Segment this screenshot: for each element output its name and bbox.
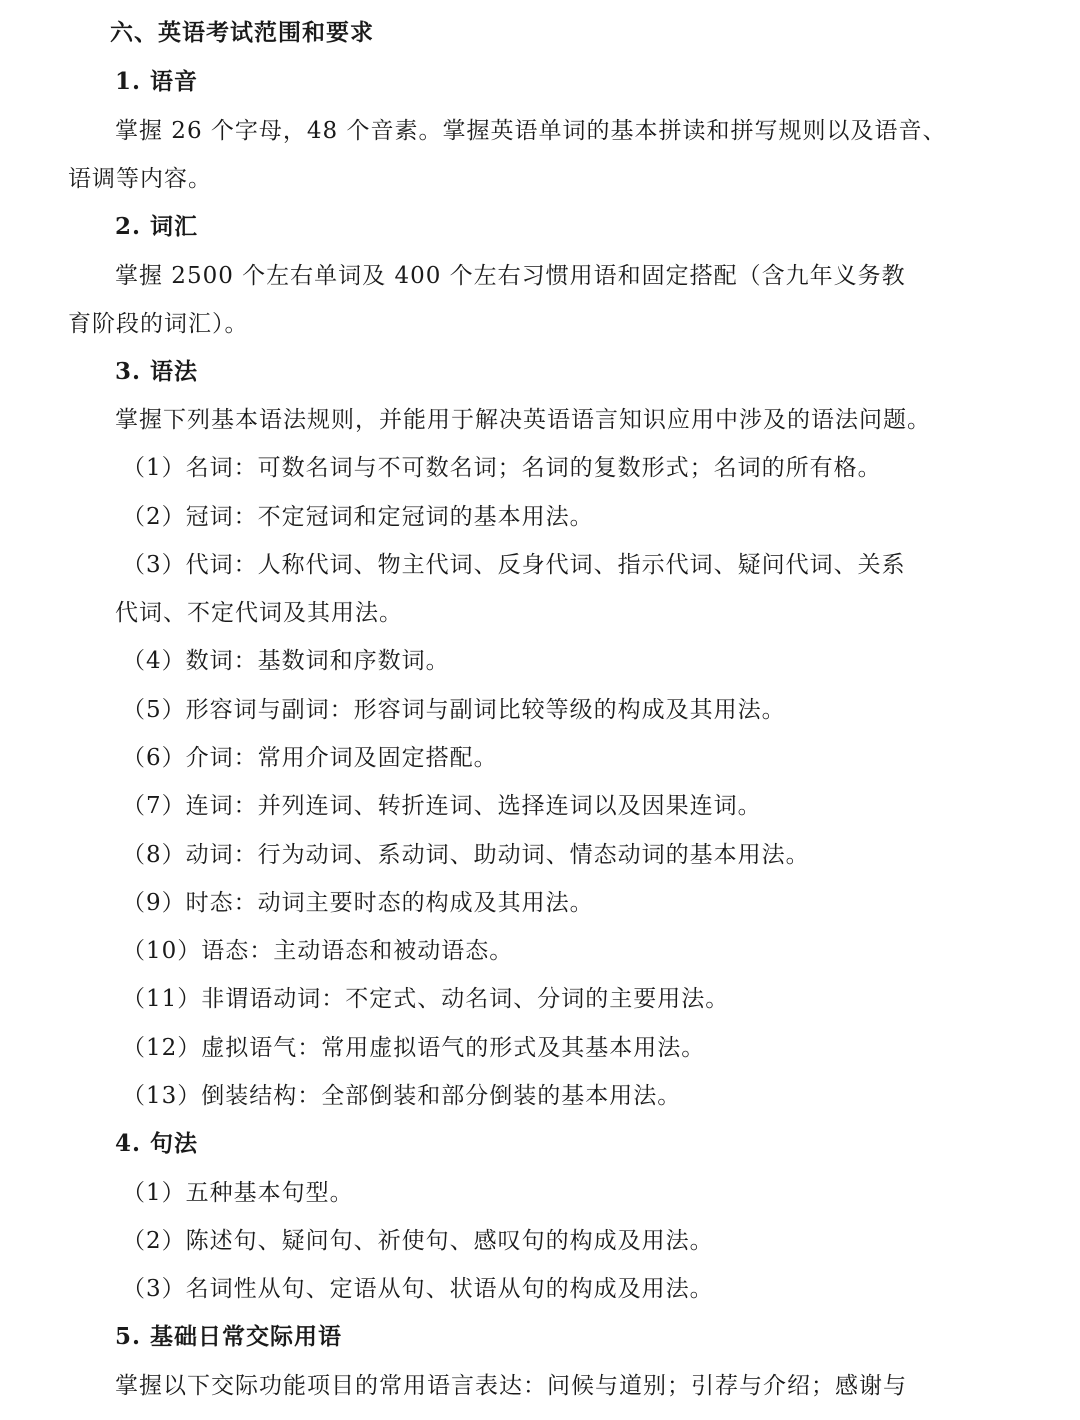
list-item: （10）语态：主动语态和被动语态。 [122,938,514,964]
heading-grammar: 3. 语法 [115,358,199,385]
list-item: 代词、不定代词及其用法。 [115,600,403,626]
section-title: 六、英语考试范围和要求 [110,19,374,46]
list-item: （6）介词：常用介词及固定搭配。 [122,745,498,771]
paragraph-line: 掌握下列基本语法规则，并能用于解决英语语言知识应用中涉及的语法问题。 [115,407,931,433]
list-item: （13）倒装结构：全部倒装和部分倒装的基本用法。 [122,1083,682,1109]
list-item: （1）五种基本句型。 [122,1180,354,1206]
paragraph-line: 掌握以下交际功能项目的常用语言表达：问候与道别；引荐与介绍；感谢与 [115,1373,907,1399]
list-item: （2）陈述句、疑问句、祈使句、感叹句的构成及用法。 [122,1228,714,1254]
heading-syntax: 4. 句法 [115,1130,199,1157]
paragraph-line: 语调等内容。 [68,166,212,192]
list-item: （5）形容词与副词：形容词与副词比较等级的构成及其用法。 [122,697,786,723]
paragraph-line: 掌握 26 个字母，48 个音素。掌握英语单词的基本拼读和拼写规则以及语音、 [115,118,947,144]
list-item: （12）虚拟语气：常用虚拟语气的形式及其基本用法。 [122,1035,706,1061]
heading-vocabulary: 2. 词汇 [115,213,199,240]
heading-phonetics: 1. 语音 [115,68,199,95]
list-item: （3）名词性从句、定语从句、状语从句的构成及用法。 [122,1276,714,1302]
list-item: （9）时态：动词主要时态的构成及其用法。 [122,890,594,916]
list-item: （7）连词：并列连词、转折连词、选择连词以及因果连词。 [122,793,762,819]
list-item: （8）动词：行为动词、系动词、助动词、情态动词的基本用法。 [122,842,810,868]
list-item: （11）非谓语动词：不定式、动名词、分词的主要用法。 [122,986,730,1012]
list-item: （2）冠词：不定冠词和定冠词的基本用法。 [122,504,594,530]
heading-communication: 5. 基础日常交际用语 [115,1323,343,1350]
paragraph-line: 掌握 2500 个左右单词及 400 个左右习惯用语和固定搭配（含九年义务教 [115,263,906,289]
list-item: （4）数词：基数词和序数词。 [122,648,450,674]
list-item: （3）代词：人称代词、物主代词、反身代词、指示代词、疑问代词、关系 [122,552,906,578]
list-item: （1）名词：可数名词与不可数名词；名词的复数形式；名词的所有格。 [122,455,882,481]
paragraph-line: 育阶段的词汇）。 [68,311,249,337]
